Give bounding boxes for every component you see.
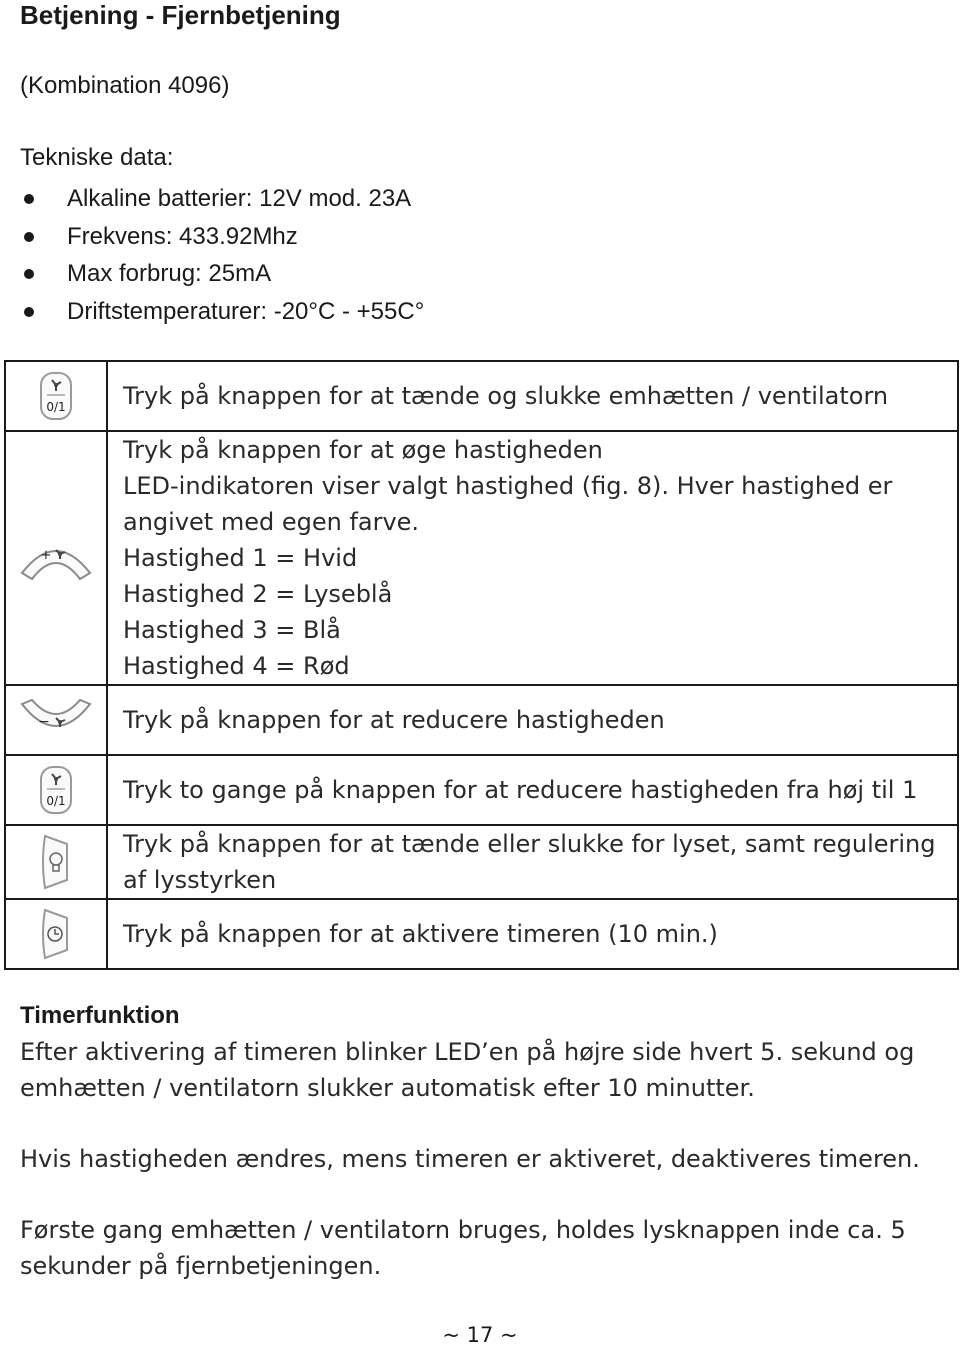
- svg-text:0/1: 0/1: [46, 794, 66, 808]
- control-icon-cell: [5, 825, 107, 899]
- tech-data-list: [20, 180, 424, 330]
- control-description: [107, 361, 958, 431]
- light-bulb-button-icon: [39, 853, 73, 870]
- page-title: Betjening - Fjernbetjening: [20, 0, 341, 30]
- tech-data-heading: Tekniske data:: [20, 144, 174, 171]
- control-row: [5, 685, 958, 755]
- first-use-paragraph-line: Første gang emhætten / ventilatorn bruges, holdes lysknappen inde ca. 5: [20, 1216, 906, 1244]
- timer-heading: Timerfunktion: [20, 1002, 180, 1029]
- control-description: [107, 825, 958, 899]
- svg-text:−: −: [38, 714, 50, 730]
- svg-text:+: +: [40, 548, 52, 563]
- control-text-line: angivet med egen farve.: [123, 508, 420, 536]
- tech-data-item: Alkaline batterier: 12V mod. 23A: [20, 180, 424, 218]
- control-text-line: Tryk to gange på knappen for at reducere hastigheden fra høj til 1: [123, 776, 918, 804]
- control-row: [5, 825, 958, 899]
- control-text-line: LED-indikatoren viser valgt hastighed (fig. 8). Hver hastighed er: [123, 472, 893, 500]
- control-row: [5, 361, 958, 431]
- svg-text:0/1: 0/1: [46, 400, 66, 414]
- speed-color-line: Hastighed 1 = Hvid: [123, 544, 358, 572]
- power-fan-button-icon: [38, 781, 74, 808]
- control-description: [107, 431, 958, 685]
- timer-clock-button-icon: [39, 925, 73, 942]
- control-icon-cell: [5, 361, 107, 431]
- timer-paragraph-line: Efter aktivering af timeren blinker LED’en på højre side hvert 5. sekund og: [20, 1038, 915, 1066]
- tech-data-item: Driftstemperaturer: -20°C - +55C°: [20, 293, 424, 331]
- control-text-line: Tryk på knappen for at reducere hastigheden: [123, 706, 665, 734]
- control-text-line: Tryk på knappen for at aktivere timeren (10 min.): [123, 920, 718, 948]
- speed-color-line: Hastighed 4 = Rød: [123, 652, 350, 680]
- speed-color-line: Hastighed 2 = Lyseblå: [123, 580, 393, 608]
- control-icon-cell: [5, 431, 107, 685]
- tech-data-item: Max forbrug: 25mA: [20, 255, 424, 293]
- speed-down-button-icon: [16, 711, 96, 728]
- control-icon-cell: [5, 899, 107, 969]
- control-icon-cell: [5, 685, 107, 755]
- control-row: [5, 899, 958, 969]
- control-text-line: af lysstyrken: [123, 866, 277, 894]
- control-description: [107, 899, 958, 969]
- speed-up-button-icon: [16, 549, 96, 566]
- control-text-line: Tryk på knappen for at øge hastigheden: [123, 436, 603, 464]
- control-row: [5, 431, 958, 685]
- timer-paragraph-line: emhætten / ventilatorn slukker automatisk efter 10 minutter.: [20, 1074, 755, 1102]
- remote-controls-table: [4, 360, 959, 970]
- control-icon-cell: [5, 755, 107, 825]
- first-use-paragraph-line: sekunder på fjernbetjeningen.: [20, 1252, 382, 1280]
- control-row: [5, 755, 958, 825]
- control-description: [107, 685, 958, 755]
- control-text-line: Tryk på knappen for at tænde eller slukke for lyset, samt regulering: [123, 830, 936, 858]
- tech-data-item: Frekvens: 433.92Mhz: [20, 218, 424, 256]
- power-fan-button-icon: [38, 387, 74, 414]
- model-subtitle: (Kombination 4096): [20, 72, 230, 99]
- speed-color-line: Hastighed 3 = Blå: [123, 616, 341, 644]
- page-number: ~ 17 ~: [442, 1323, 518, 1347]
- control-description: [107, 755, 958, 825]
- control-text-line: Tryk på knappen for at tænde og slukke emhætten / ventilatorn: [123, 382, 889, 410]
- timer-paragraph: Hvis hastigheden ændres, mens timeren er aktiveret, deaktiveres timeren.: [20, 1145, 920, 1173]
